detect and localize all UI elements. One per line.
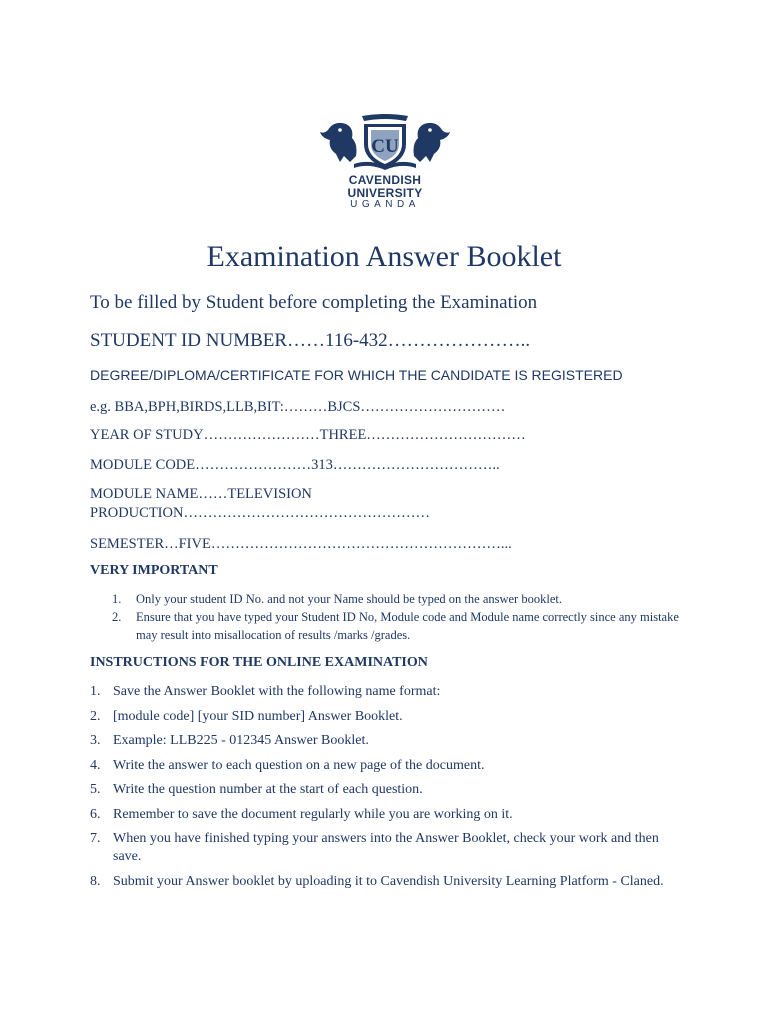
- list-item-text: Example: LLB225 - 012345 Answer Booklet.: [113, 733, 369, 748]
- student-id-field[interactable]: STUDENT ID NUMBER……116-432…………………..: [90, 330, 531, 351]
- list-item-text: When you have finished typing your answers into the Answer Booklet, check your work and then save.: [113, 831, 659, 864]
- logo-text-uganda: UGANDA: [350, 199, 420, 210]
- list-item-text: Remember to save the document regularly while you are working on it.: [113, 806, 513, 822]
- list-item-text: Write the question number at the start of each question.: [113, 782, 423, 797]
- list-number: 8.: [90, 873, 101, 889]
- list-number: 1.: [90, 684, 101, 699]
- list-item-text: Write the answer to each question on a new page of the document.: [113, 757, 485, 773]
- year-of-study-field[interactable]: YEAR OF STUDY……………………THREE……………………………: [90, 427, 526, 443]
- instructions-heading: INSTRUCTIONS FOR THE ONLINE EXAMINATION: [90, 655, 428, 670]
- page-title: Examination Answer Booklet: [206, 240, 562, 273]
- list-number: 4.: [90, 757, 101, 773]
- list-item: [90, 590, 690, 608]
- list-item-text: Save the Answer Booklet with the following name format:: [113, 684, 441, 699]
- list-item-text: Submit your Answer booklet by uploading it to Cavendish University Learning Platform - Claned.: [113, 873, 664, 889]
- very-important-heading: VERY IMPORTANT: [90, 563, 218, 578]
- list-item: [90, 781, 690, 799]
- list-item: [90, 683, 690, 701]
- list-number: 2.: [112, 610, 122, 624]
- semester-field[interactable]: SEMESTER…FIVE……………………………………………………...: [90, 536, 512, 552]
- list-item: [90, 873, 690, 891]
- list-item: [90, 830, 690, 866]
- list-item: [90, 806, 690, 824]
- very-important-list: [90, 590, 690, 644]
- list-number: 6.: [90, 806, 101, 822]
- crest-icon: [314, 112, 456, 172]
- list-number: 1.: [112, 592, 122, 606]
- list-item-text: [module code] [your SID number] Answer Booklet.: [113, 708, 403, 724]
- list-item: [90, 708, 690, 726]
- list-item: [90, 757, 690, 775]
- degree-label: DEGREE/DIPLOMA/CERTIFICATE FOR WHICH THE CANDIDATE IS REGISTERED: [90, 367, 623, 383]
- list-item: [90, 732, 690, 750]
- list-number: 3.: [90, 733, 101, 748]
- logo-text-cavendish: CAVENDISH: [348, 173, 422, 187]
- list-item: [90, 608, 690, 644]
- svg-text:CU: CU: [371, 136, 399, 157]
- logo-text-university: UNIVERSITY: [347, 186, 423, 200]
- module-name-field[interactable]: MODULE NAME……TELEVISION: [90, 486, 312, 502]
- list-number: 7.: [90, 831, 101, 846]
- list-item-text: Ensure that you have typed your Student ID No, Module code and Module name correctly since any mistake may result into misallocation of results /marks /grades.: [136, 610, 679, 642]
- module-code-field[interactable]: MODULE CODE……………………313……………………………..: [90, 457, 500, 473]
- degree-field[interactable]: e.g. BBA,BPH,BIRDS,LLB,BIT:………BJCS…………………………: [90, 399, 506, 415]
- instructions-list: [90, 683, 690, 897]
- module-name-field-continued[interactable]: PRODUCTION……………………………………………: [90, 505, 430, 521]
- list-number: 5.: [90, 782, 101, 797]
- university-logo: [314, 112, 456, 212]
- subtitle: To be filled by Student before completing the Examination: [90, 292, 538, 313]
- list-item-text: Only your student ID No. and not your Name should be typed on the answer booklet.: [136, 592, 562, 606]
- list-number: 2.: [90, 708, 101, 724]
